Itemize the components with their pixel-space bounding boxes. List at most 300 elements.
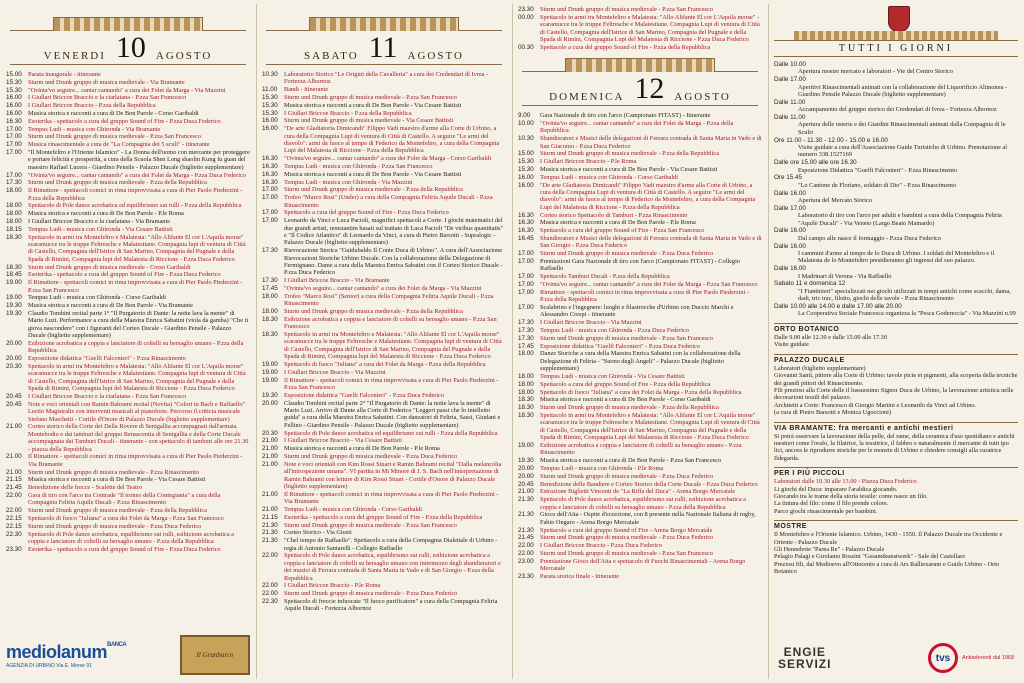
event-description: Laboratorio Storico "Le Origini della Cavalleria" a cura dei Credendari di Ivrea - Fortezza Albornoz [284, 71, 489, 86]
event-item [518, 327, 762, 334]
event-item [262, 445, 506, 452]
event-item [6, 141, 250, 148]
event-item [518, 350, 762, 372]
daily-description: Accampamento del gruppo storico dei Credendari di Ivrea - Fortezza Albornoz [798, 106, 997, 114]
event-time: 16.30 [6, 117, 22, 125]
event-time: 16.00 [6, 102, 22, 110]
day-name: DOMENICA [549, 91, 625, 104]
day-column-saturday [256, 0, 512, 683]
event-item [262, 522, 506, 529]
event-item [6, 133, 250, 140]
event-description: Tempus Ludi - musica con Ghironda - Via Cesare Battisti [540, 373, 685, 381]
event-description: Tempus Ludi - musica con Ghironda - Corso Garibaldi [28, 294, 167, 302]
event-item [518, 488, 762, 495]
event-description: Sturm und Drunk gruppo di musica medievale - P.zza San Francesco [540, 6, 713, 13]
daily-time: Dalle 16.00 [774, 242, 806, 250]
event-time: 21.00 [6, 468, 22, 476]
event-time: 22.00 [262, 582, 278, 590]
daily-item [774, 174, 1018, 189]
daily-time: Dalle 11.00 [774, 114, 806, 122]
event-item [518, 412, 762, 442]
event-description: Sturm und Drunk gruppo di musica medievale - P.zza Duca Federico [28, 522, 202, 530]
event-description: Note e voci orientali con Kim Rossi Stuart e Ramin Bahrami recital "Dalla melancolia all'introspezione umana". VI partita in Mi Minore di J. S. Bach nell'interpretazione di Ramin Bahrami con letture di Kim Rossi Stuart - Cortile d'Onore di Palazzo Ducale (biglietto supplementare) [284, 460, 502, 491]
event-item [518, 527, 762, 534]
event-description: "De arte Gladiatoria Dimicandi" Filippo Vadi maestro d'arme alla Corte di Urbino, a cura della Compagnia Lupi di ventura di Città di Castello. A seguire "Le armi del diavolo": armi da fuoco al tempo di Federico da Montefeltro, a cura della Compagnia Lupi del Malatesta di Riccione - P.zza della Repubblica [540, 181, 756, 211]
event-description: "Ovinta'vo seguire... cantar cantando" a cura dei Folet da Marga - Via Mazzini [28, 86, 226, 94]
event-time: 20.30 [262, 429, 278, 437]
event-description: Spettacolo di Pole dance acrobatica, equilibrismo sui rulli, esibizione acrobatica a coppia e lanciatore di coltelli su bersaglio umano con intermezzo degli sbandieratori e dei musici di Ferrara contrada di Santa Maria in Vado e di San Giorgio - P.zza della Repubblica [284, 552, 501, 582]
section-title: VIA BRAMANTE: fra mercanti e antichi mestieri [774, 424, 954, 432]
event-item [262, 514, 506, 521]
event-item [6, 210, 250, 217]
section-line: Parco giochi rinascimentale per bambini. [774, 507, 878, 515]
event-description: I Giullari Briccoe Braccio - Via Bramante [284, 277, 390, 285]
event-description: Esoterika - spettacolo a cura del gruppo Sound of Fire - P.zza Duca Federico [28, 271, 221, 279]
event-item [6, 453, 250, 468]
event-time: 21.30 [262, 529, 278, 537]
event-description: Spettacolo a cura del gruppo Sound of Fire - P.zza della Repubblica [540, 43, 711, 51]
daily-time: Ore 15.45 [774, 174, 803, 182]
event-time: 11.00 [262, 86, 278, 94]
event-time: 16.30 [262, 155, 278, 163]
event-item [6, 118, 250, 125]
event-time: 20.00 [6, 355, 22, 363]
event-item [518, 473, 762, 480]
event-description: Sturm und Drunk gruppo di musica medievale - P.zza Duca Federico [540, 472, 714, 480]
event-list [6, 71, 250, 553]
event-item [6, 79, 250, 86]
event-time: 17.45 [262, 285, 278, 293]
section-title: PER I PIÙ PICCOLI [774, 470, 845, 478]
event-time: 17.00 [518, 304, 534, 312]
event-time: 22.00 [518, 550, 534, 557]
event-description: Tempus Ludi - musica con Ghironda - P.le Roma [540, 465, 664, 473]
event-time: 18.00 [518, 350, 534, 358]
day-header [10, 30, 246, 65]
event-time: 17.30 [518, 334, 534, 342]
event-description: Spettacolo a cura del gruppo Sound of Fire - P.zza San Francesco [540, 227, 705, 235]
event-item [262, 582, 506, 589]
event-time: 23.30 [518, 6, 534, 13]
event-item [6, 271, 250, 278]
event-description: Sturm und Drunk gruppo di musica medievale - P.zza della Repubblica [28, 507, 207, 515]
event-description: I Giullari Briccoe Braccio - P.zza Duca Federico [540, 542, 663, 550]
event-description: Benedizione delle Bandiere e Corteo Storico della Corte Ducale - P.zza Duca Federico [540, 480, 758, 488]
event-item [6, 149, 250, 171]
event-item [518, 135, 762, 150]
info-section [774, 467, 1018, 515]
event-time: 15.30 [518, 158, 534, 166]
section-line: (a cura di Pietro Barsotti e Monica Ugoccioni) [774, 409, 891, 417]
daily-time: Sabato 11 e domenica 12 [774, 280, 846, 288]
event-item [6, 531, 250, 546]
event-item [518, 381, 762, 388]
event-item [518, 373, 762, 380]
event-description: Musica storica e racconti a cura di De Bon Parole - Corso Garibaldi [28, 109, 199, 117]
event-time: 17.00 [262, 194, 278, 202]
event-item [262, 308, 506, 315]
event-description: Note e voci orientali con Ramin Bahrami recital (Novita) "Colori in Bach e Raffaello" Lectio Magistralis con interventi musicali al pianoforte. Percorso il criticia musicale Stefano Marchetti - Cortile d'Onore di Palazzo Ducale (biglietto supplementare) [28, 400, 246, 423]
event-item [518, 14, 762, 44]
event-time: 21.00 [262, 490, 278, 498]
event-item [262, 598, 506, 613]
event-description: Sturm und Drunk gruppo di musica medievale - P.zza Duca Federico [540, 250, 714, 258]
event-time: 00.00 [518, 13, 534, 21]
day-header [266, 30, 502, 65]
event-item [262, 71, 506, 86]
event-item [518, 534, 762, 541]
event-description: I Giullari Briccoe Braccio - Via Mazzini [284, 368, 386, 376]
event-item [518, 112, 762, 119]
event-time: 18.30 [262, 331, 278, 339]
event-description: Esposizione didattica "Guelfi Falconieri" - P.zza Duca Federico [540, 342, 701, 350]
event-time: 21.00 [262, 445, 278, 453]
event-description: Il Rimattore - spettacoli comici in rima improvvisata a cura di Pier Paolo Piederzini - P.zza San Francesco [284, 376, 499, 392]
section-line: Architetti a Corte: Francesco di Giorgio Martini e Leonardo da Vinci ad Urbino. [774, 401, 977, 409]
event-time: 20.45 [6, 393, 22, 400]
event-item [6, 264, 250, 271]
event-item [262, 155, 506, 162]
event-time: 18.30 [518, 412, 534, 419]
event-item [518, 343, 762, 350]
event-item [6, 187, 250, 202]
event-description: "De arte Gladiatoria Dimicandi" Filippo Vadi maestro d'arme alla Corte di Urbino, a cura della Compagnia Lupi di ventura di Città di Castello. A seguire "Le armi del diavolo": armi da fuoco al tempo di Federico da Montefeltro, a cura della Compagnia Lupi del Malatesta di Riccione - P.zza della Repubblica [284, 125, 500, 155]
event-description: Leonardo da Vinci e Luca Pacioli, magnifici spettacoli a Corte. I giochi matematici del due grandi artisti, nonstantim basati sul trattato di Luca Pacioli "De viribus quantitatis" e "Il Codice Atlantico" di Leonardo da Vinci, a cura di Pietro Barsotti - Supralogic - Palazzo Ducale (biglietto supplementare) [284, 217, 504, 247]
event-item [262, 285, 506, 292]
daily-time: Dalle 17.00 [774, 76, 806, 84]
tutti-i-giorni-title: TUTTI I GIORNI [774, 40, 1018, 57]
event-time: 17.30 [518, 327, 534, 335]
daily-item [774, 227, 1018, 242]
daily-item [774, 190, 1018, 205]
event-item [262, 209, 506, 216]
header-ornament [565, 58, 715, 72]
event-description: Esibizione acrobatica a coppia e lanciatore di coltelli su bersaglio umano - P.zza Rinascimento [540, 442, 742, 457]
event-time: 15.30 [6, 86, 22, 94]
event-item [262, 377, 506, 392]
info-section [774, 422, 1018, 463]
granbarco-logo: Il Granbarco [180, 635, 250, 675]
event-item [518, 212, 762, 219]
event-description: Tempus Ludi - musica con Ghironda - P.zza Duca Federico [540, 327, 689, 335]
event-item [262, 369, 506, 376]
day-number: 10 [115, 31, 146, 64]
day-column-sunday [512, 0, 768, 683]
event-time: 19.30 [6, 309, 22, 317]
section-line: Pelagio Palagi e Girolamo Rossini "Gesamtkunstwerk" - Sale del Castellare [774, 553, 966, 561]
event-time: 20.00 [518, 465, 534, 473]
event-item [6, 515, 250, 522]
info-section [774, 354, 1018, 417]
event-description: Estrazione Biglietti Vincenti de "La Riffa del Duca" - Arena Borgo Mercatale [540, 488, 736, 496]
event-item [6, 393, 250, 400]
event-time: 18.45 [6, 271, 22, 279]
event-description: Spettacolo di Pole dance acrobatica ed equilibrismo sui rulli - P.zza della Repubblica [28, 202, 242, 210]
event-description: Sturm und Drunk gruppo di musica medievale - P.zza Duca Federico [284, 453, 458, 461]
event-description: Gioco dell'Aita - Ospite d'eccezione, con 8 presente nella Nazionale Italiana di rugby, Fabio Ongaro - Arena Borgo Mercatale [540, 511, 756, 526]
event-item [262, 110, 506, 117]
daily-description: Apertura mostre mercato e laboratori - Vie del Centro Storico [798, 68, 953, 76]
daily-description: Dal campo alle nasce il formaggio - P.zza Duca Federico [798, 234, 942, 242]
event-time: 18.30 [262, 315, 278, 323]
section-line: Si potrà osservare la lavorazione della pelle, del rame, della ceramica d'uso quotidiano e antichi mestieri come l'orafo, la filatrice, la tessitrice, il fabbro e naturalmente il mercante di tutti ipo lici, ancora le riprodurre storiche per le monete di Urbino e chiedere consigli alla curatrice Ildegarda. [774, 432, 1015, 462]
event-description: Bandi - itinerante [284, 86, 329, 94]
event-item [262, 194, 506, 209]
event-time: 21.00 [6, 423, 22, 431]
section-line: La tintura del filo: come il filo prende colore. [774, 500, 889, 508]
event-time: 19.30 [6, 302, 22, 310]
event-time: 18.00 [518, 380, 534, 388]
event-description: Danze Storiche a cura della Maestra Enrica Sabatini con la collaborazione della Delegazione di Feltria - "Suono degli Angeli" - Palazzo Ducale (biglietto supplementare) [540, 350, 741, 373]
daily-description: Esposizione Didattica "Guelfi Falconieri" - P.zza Rinascimento [798, 166, 958, 174]
event-time: 20.00 [6, 339, 22, 347]
event-description: I Giullari Briccoe Braccio e la ciarlatana - P.zza San Francesco [28, 94, 187, 102]
event-item [518, 6, 762, 13]
event-time: 18.00 [6, 217, 22, 225]
event-time: 15.00 [6, 71, 22, 78]
event-item [518, 281, 762, 288]
event-item [518, 404, 762, 411]
event-time: 18.00 [518, 388, 534, 396]
event-item [262, 506, 506, 513]
event-description: Tempus Ludi - musica con Ghironda - Via Bramante [28, 125, 161, 133]
event-time: 15.30 [262, 94, 278, 101]
daily-description: "Lo Cantone de Floriano, soldato di Dio" - P.zza Rinascimento [798, 181, 957, 189]
event-item [6, 110, 250, 117]
event-description: Sturm und Drunk gruppo di musica medievale - Corso Garibaldi [28, 263, 191, 271]
event-description: Esoterika - spettacolo a cura del gruppo Sound of Fire - P.zza della Repubblica [284, 513, 483, 521]
event-description: "Il Montefeltro e l'Oriente Islamico" - La Donna dell'uomo con mercante per proteggere e portare felicità e prosperità, a cura della Scuola Shen Long shaolin Kung fu guan del maestro Raffael Lucera - Giardino Pensile - Palazzo Ducale (biglietto supplementare) [28, 148, 250, 171]
event-description: I Giullari Briccoe Braccio - P.zza della Repubblica [28, 102, 156, 110]
event-description: Rievocazione Storica "Guidubaldo Il Conte Duca di Urbino". A cura dell'Associazione Rievocazioni Storiche Urbino Ducale. Con la collaborazione della Delegazione di Fermignano. Dame a cura della Maestra Enrica Sabatini con il Corteo Storico Ducale - P.zza Duca Federico [284, 247, 503, 277]
event-description: Spettacolo in armi tra Montefeltro e Malatesta: "Allo Alifante El cor L'Aquila morse" scaramucce tra le truppe Feltresche e Malatestiane. Compagnia Lupi di ventura di Città di Castello, Compagnia dell'Istrice di San Marino, Compagnia del Pugnale e della Spada di Rimini, Compagnia Lupi del Malatesta di Riccione - P.zza Duca Federico [540, 412, 760, 442]
event-item [6, 546, 250, 553]
event-description: Esibizione acrobatica a coppia e lanciatore di coltelli su bersaglio umano - P.zza San Francesco [284, 315, 497, 331]
event-description: Il Rimattore - spettacoli comici in rima improvvisata a cura di Pier Paolo Piederzini - Via Bramante [284, 490, 499, 506]
event-time: 22.00 [6, 507, 22, 515]
event-item [6, 102, 250, 109]
event-time: 22.00 [518, 542, 534, 550]
section-line: Dalle 9.00 alle 12.30 e dalle 15.00 alle 17.30 [774, 333, 887, 341]
event-item [262, 590, 506, 597]
event-description: Sturm und Drunk gruppo di musica medievale - P.zza San Francesco [284, 94, 457, 101]
event-item [262, 186, 506, 193]
tvs-tagline: Antiaderenti dal 1968 [962, 655, 1014, 661]
event-time: 23.30 [518, 573, 534, 580]
event-time: 22.00 [262, 590, 278, 598]
event-description: Sturm und Drunk gruppo di musica medievale - P.zza San Francesco [540, 550, 713, 557]
event-item [518, 558, 762, 573]
event-item [518, 219, 762, 226]
event-description: Sturm und Drunk gruppo di musica medievale - P.zza della Repubblica [540, 404, 719, 412]
event-time: 21.45 [6, 484, 22, 492]
event-item [262, 437, 506, 444]
daily-time: Ore 11.00 - 11.30 - 12.00 - 15.00 e 16.00 [774, 136, 888, 144]
event-time: 17.00 [518, 288, 534, 296]
event-description: Gara Nazionale di tiro con l'arco (Campionato FITAST) - Itinerante [540, 112, 711, 120]
daily-item [774, 205, 1018, 227]
event-time: 19.30 [262, 391, 278, 399]
event-description: I Giullari Briccoe Braccio - P.zza della Repubblica [284, 109, 412, 117]
event-item [6, 484, 250, 491]
section-line: Visite guidate [774, 341, 809, 349]
event-description: "Chel tempo de Raffaello". Spettacolo a cura della Compagnia Dialettale di Urbino - regia di Antonio Santarelli - Collegio Raffaello [284, 537, 498, 552]
event-item [518, 457, 762, 464]
event-description: Musica storica e racconti a cura di De Bon Parole - Via Cesare Battisti [28, 476, 206, 484]
event-time: 10.30 [262, 71, 278, 78]
event-description: I Giullari Briccoe Braccio - Via Mazzini [540, 319, 642, 327]
mediolanum-logo: mediolanum$^{BANCA}$ AGENZIA DI URBINO Via E. Merse 91 [6, 641, 127, 669]
event-description: Sturm und Drunk gruppo di musica medievale - Via Cesare Battisti [284, 117, 454, 125]
event-description: Tempus Ludi - musica con Ghironda - Corso Garibaldi [540, 173, 679, 181]
engie-logo: ENGIE SERVIZI [778, 645, 832, 671]
daily-item [774, 137, 1018, 159]
info-sections [774, 323, 1018, 576]
event-time: 17.00 [518, 273, 534, 281]
event-description: Sturm und Drunk gruppo di musica medievale - P.zza Duca Federico [284, 590, 458, 598]
event-time: 17.00 [518, 281, 534, 289]
event-time: 18.15 [6, 225, 22, 233]
event-time: 10.30 [518, 135, 534, 143]
event-time: 16.00 [262, 125, 278, 133]
event-description: Il Rimattore - spettacoli comici in rima improvvisata a cura di Pier Paolo Piederzini - P.zza San Francesco [28, 279, 243, 294]
event-description: Esoterika - spettacolo a cura del gruppo Sound of Fire - P.zza Duca Federico [28, 117, 221, 125]
daily-event-list [774, 61, 1018, 318]
event-item [6, 94, 250, 101]
header-ornament [309, 17, 459, 31]
event-time: 15.30 [262, 101, 278, 109]
daily-description: Aperitivi Rinascimentali animati con la collaborazione del Liquorificio Alimonea - Giardino Pensile Palazzo Ducale (biglietto supplementare) [798, 83, 1007, 99]
event-item [518, 319, 762, 326]
event-description: Musica storica e racconti a cura di De Bon Parole - P.le Roma [28, 210, 184, 218]
event-item [6, 302, 250, 309]
event-item [6, 401, 250, 423]
event-item [262, 117, 506, 124]
event-item [6, 310, 250, 340]
event-time: 17.00 [262, 217, 278, 225]
event-item [518, 120, 762, 135]
event-time: 00.30 [518, 43, 534, 51]
event-item [518, 511, 762, 526]
daily-time: Dalle 16.00 [774, 189, 806, 197]
daily-description: Laboratorio di tiro con l'arco per adulti e bambini a cura della Compagnia Feltria "Aquile Ducali" - Via Veneto (Largo Beato Mainardo) [798, 212, 1002, 227]
event-time: 17.00 [6, 125, 22, 133]
event-item [518, 542, 762, 549]
event-time: 18.00 [262, 292, 278, 300]
event-description: Musica storica e racconti a cura di De Bon Parole - P.zza San Francesco [540, 457, 722, 465]
event-description: Claudio Tombini recital parte 1° "Il Purgatorio di Dante: la notte lava la mente" di Mario Luzi. Performance a cura della Maestra Enrica Sabatini (viola da gamba) "Che ti giova nascondere" con i figuranti del Corteo Ducale - Giardino Pensile - Palazzo Ducale (biglietto supplementare) [28, 309, 249, 340]
event-description: Musica rinascimentale a cura de "La Compagnia dei 5 sculi" - itinerante [28, 141, 210, 149]
event-description: Premiazione Gioco dell'Aita e spettacolo di Fuochi Rinascimentali - Arena Borgo Mercatale [540, 557, 746, 573]
event-item [262, 86, 506, 93]
event-time: 17.00 [6, 141, 22, 149]
header-ornament [53, 17, 203, 31]
event-list-continued [518, 6, 762, 51]
section-title: PALAZZO DUCALE [774, 356, 845, 364]
event-description: Sturm und Drunk gruppo di musica medievale - P.zza Rinascimento [28, 468, 200, 476]
event-time: 18.00 [262, 308, 278, 316]
event-time: 22.30 [6, 530, 22, 538]
event-item [262, 171, 506, 178]
event-description: Sturm und Drunk gruppo di musica medievale - Via Bramante [28, 78, 185, 86]
event-time: 17.45 [518, 342, 534, 350]
tvs-mark-icon: tvs [928, 643, 958, 673]
event-item [262, 179, 506, 186]
event-description: Trofeo "Marco Rosi" (Senior) a cura della Compagnia Feltria Aquile Ducali - P.zza Rinascimento [284, 292, 494, 308]
daily-item [774, 114, 1018, 136]
tvs-logo [928, 643, 1014, 673]
daily-item [774, 61, 1018, 76]
event-time: 17.30 [262, 247, 278, 255]
event-time: 22.00 [262, 552, 278, 560]
event-item [6, 234, 250, 264]
event-item [6, 279, 250, 294]
event-time: 19.30 [518, 457, 534, 465]
event-time: 16.00 [6, 109, 22, 117]
day-name: VENERDI [43, 50, 106, 62]
event-description: "Ovinta'vo seguire... cantar cantando" a cura dei Folet da Marga - P.zza Duca Federico [28, 171, 246, 179]
month-name: AGOSTO [155, 50, 213, 62]
event-description: Spettacolo a cura del gruppo Sound of Fire - P.zza Duca Federico [284, 209, 449, 217]
daily-item [774, 265, 1018, 280]
section-line: Fili preziosi alla Corte delle il lussuosimo Signor Duca de Urbino, la lavorazione artistica nelle decorazioni tessili del palazzo. [774, 386, 1014, 402]
event-item [6, 126, 250, 133]
daily-description: Apertura del Mercato Storico [798, 197, 872, 205]
event-item [518, 182, 762, 212]
event-time: 18.00 [6, 210, 22, 218]
daily-time: Dalle 17.00 [774, 204, 806, 212]
event-time: 21.30 [262, 521, 278, 529]
event-time: 16.30 [262, 178, 278, 186]
event-time: 19.00 [262, 361, 278, 369]
event-time: 17.00 [262, 209, 278, 217]
event-description: Benedizione delle frecce - Scalette del Teatro [28, 484, 143, 492]
section-line: Gli Hennebote "Parea Re" - Palazzo Ducale [774, 546, 885, 554]
event-description: Sturm und Drunk gruppo di musica medievale - P.zza della Repubblica [284, 186, 463, 194]
event-time: 18.30 [6, 263, 22, 271]
section-line: Il Montefeltro e l'Oriente Islamico. Urbino, 1430 - 1550. Il Palazzo Ducale tra Occidente e Oriente - Palazzo Ducale [774, 531, 1003, 546]
event-item [262, 537, 506, 552]
event-time: 16.30 [262, 170, 278, 178]
daily-description: I Madrinari di Verona - Via Raffaello [798, 272, 892, 280]
event-description: Sturm und Drunk gruppo di musica medievale - P.zza della Repubblica [540, 150, 719, 158]
event-description: Scalabrino e l'ingegnere: luoghi e filastrocche d'Urbino con Duccio Marchi e Alessandro Crespi - itinerante [540, 304, 734, 319]
event-description: Musica storica e racconti a cura di De Bon Parole - P.le Roma [540, 219, 696, 227]
event-description: Parata inaugurale - itinerante [28, 71, 101, 78]
event-time: 17.00 [518, 250, 534, 258]
event-time: 23.30 [6, 545, 22, 553]
daily-item [774, 243, 1018, 265]
event-description: Musica storica e racconti a cura di De Bon Parole - Via Cesare Battisti [284, 101, 462, 109]
event-time: 15.30 [6, 78, 22, 86]
day-header [522, 71, 758, 106]
event-time: 20.45 [6, 400, 22, 408]
event-time: 20.45 [518, 480, 534, 488]
event-time: 19.00 [518, 442, 534, 450]
event-time: 21.15 [6, 476, 22, 484]
event-time: 16.30 [518, 227, 534, 235]
event-description: Tempus Ludi - musica con Ghironda - Via Cesare Battisti [28, 225, 173, 233]
event-item [6, 226, 250, 233]
info-column [768, 0, 1024, 683]
event-description: Spettacolo di fuoco "Juliana" a cura dei Folet da Marga - P.zza San Francesco [28, 515, 224, 523]
event-time: 17.00 [6, 133, 22, 141]
event-description: Spettacolo Tamburi Ducali - P.zza della Repubblica [540, 273, 670, 281]
event-description: Gara di tiro con l'arco tra Contrade "Il torneo della Contegiania" a cura della Compagnia Feltria Aquile Ducali - P.zza Rinascimento [28, 492, 221, 507]
event-description: Musica storica e racconti a cura di De Bon Parole - P.le Roma [284, 445, 440, 453]
event-item [262, 453, 506, 460]
event-time: 21.00 [262, 453, 278, 461]
